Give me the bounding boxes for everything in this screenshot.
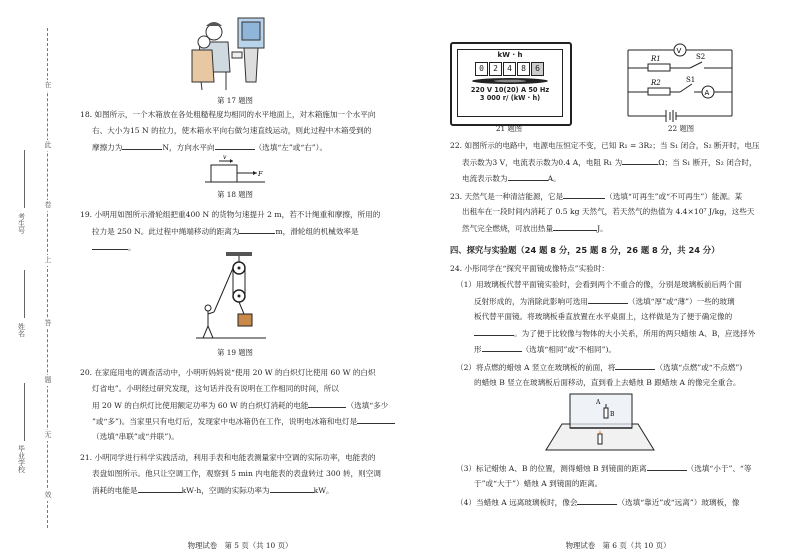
q20-line5: （选填“串联”或“并联”)。 xyxy=(92,432,179,441)
q21-line2: 表盘如图所示。他只让空调工作，观察到 5 min 内电能表的表盘转过 300 转，则空调 xyxy=(92,469,381,478)
figure-17-illustration xyxy=(186,12,270,92)
velocity-label: v xyxy=(223,155,227,161)
answer-blank xyxy=(239,225,275,234)
q20-line3 xyxy=(92,399,388,411)
seal-char: 此 xyxy=(44,141,52,149)
figure-22-circuit xyxy=(620,40,740,126)
q23-text: 23. 天然气是一种清洁能源，它是 xyxy=(450,192,564,201)
q20-text: （选填“多少 xyxy=(346,401,389,410)
q22-line1: 22. 如图所示的电路中，电源电压恒定不变，已知 R₁ = 3R₂；当 S₁ 闭合，S₂ 断开时，电压 xyxy=(450,141,760,150)
answer-blank xyxy=(92,241,128,250)
meter-spec-1: 220 V 10(20) A 50 Hz xyxy=(470,85,550,94)
q20-line1: 20. 在家庭用电的调查活动中，小明听妈妈说“使用 20 W 的白炽灯比使用 60 W 的白炽 xyxy=(80,368,376,377)
figure-19-pulley xyxy=(196,252,270,342)
q18-line1: 18. 如图所示，一个木箱放在各处粗糙程度均相同的水平地面上，对木箱施加一个水平向 xyxy=(80,110,376,119)
figure-17-caption: 第 17 题图 xyxy=(217,96,253,105)
answer-blank xyxy=(357,415,395,424)
figure-21-caption: 21 题图 xyxy=(495,124,523,133)
q19-text: 。 xyxy=(128,243,136,252)
meter-digit: 0 xyxy=(475,62,488,76)
q22-line2 xyxy=(462,156,757,168)
q24-text: 形 xyxy=(474,345,482,354)
meter-unit: kW · h xyxy=(497,51,523,59)
voltmeter-label: V xyxy=(676,47,682,55)
q21-text: 消耗的电能是 xyxy=(92,486,138,495)
q24-text: （选填“厚”或“薄”）一些的玻璃 xyxy=(627,297,735,306)
q22-text: A。 xyxy=(547,174,561,183)
answer-blank xyxy=(553,222,597,231)
section-4-heading: 四、探究与实验题（24 题 8 分，25 题 8 分，26 题 8 分，共 24 分） xyxy=(450,245,720,255)
answer-blank xyxy=(615,361,655,370)
meter-digit: 2 xyxy=(489,62,502,76)
q23-line1 xyxy=(450,190,742,202)
force-label: F xyxy=(258,170,263,178)
seal-char: 答 xyxy=(44,319,52,327)
answer-blank xyxy=(270,484,314,493)
candle-a-image-label: A xyxy=(596,399,601,406)
ammeter-label: A xyxy=(704,89,710,97)
q24-text: （选填“靠近”或“远离”）玻璃板，像 xyxy=(617,498,740,507)
q22-text: 电流表示数为 xyxy=(462,174,508,183)
q22-line3 xyxy=(462,172,561,184)
answer-blank xyxy=(508,172,548,181)
q24-stem: 24. 小彤同学在“探究平面镜成像特点”实验时： xyxy=(450,264,609,273)
q21-text: kW·h，空调的实际功率为 xyxy=(181,486,270,495)
meter-digit: 8 xyxy=(517,62,530,76)
answer-blank xyxy=(474,327,514,336)
q22-text: Ω；当 S₁ 断开，S₂ 闭合时， xyxy=(658,158,757,167)
q24-3-line1 xyxy=(456,462,751,474)
q18-line3 xyxy=(92,141,327,153)
page-footer-right: 物理试卷 第 6 页（共 10 页） xyxy=(565,541,671,550)
q18-text: （选填“左”或“右”）。 xyxy=(254,143,328,152)
q18-text: 摩擦力为 xyxy=(92,143,123,152)
r1-label: R1 xyxy=(651,55,661,63)
q22-text: 表示数为3 V，电流表示数为0.4 A，电阻 R₁ 为 xyxy=(462,158,623,167)
answer-blank xyxy=(138,484,182,493)
q24-1-line4 xyxy=(474,327,755,339)
answer-blank xyxy=(588,295,628,304)
meter-digits xyxy=(458,62,562,76)
field-label-school: 毕业学校 xyxy=(17,445,26,473)
q23-line3 xyxy=(462,222,608,234)
q20-line4 xyxy=(92,415,395,427)
q24-text: 反射形成的，为消除此影响可选用 xyxy=(474,297,588,306)
q24-text: （4）当蜡烛 A 远离玻璃板时，像会 xyxy=(456,498,578,507)
q21-line1: 21. 小明同学进行科学实践活动，利用手表和电能表测量家中空调的实际功率，电能表的 xyxy=(80,453,376,462)
seal-char: 在 xyxy=(44,81,52,89)
q24-text: （3）标记蜡烛 A、B 的位置，测得蜡烛 B 到镜面的距离 xyxy=(456,464,647,473)
q20-line2: 灯省电”。小明经过研究发现，这句话并没有说明在工作相同的时间，所以 xyxy=(92,384,339,393)
answer-blank xyxy=(563,190,605,199)
q19-text: 拉力是 250 N。此过程中绳端移动的距离为 xyxy=(92,227,240,236)
meter-panel xyxy=(457,49,563,117)
answer-blank xyxy=(577,496,617,505)
seal-char: 题 xyxy=(44,376,52,384)
q18-line2: 右、大小为15 N 的拉力，使木箱水平向右做匀速直线运动，则此过程中木箱受到的 xyxy=(92,126,372,135)
q24-2-line2: 的蜡烛 B 竖立在玻璃板后面移动，直到看上去蜡烛 B 跟蜡烛 A 的像完全重合。 xyxy=(474,378,741,387)
q24-4-line1 xyxy=(456,496,739,508)
q24-2-line1 xyxy=(456,361,742,373)
q24-text: （选填“点燃”或“不点燃”) xyxy=(655,363,743,372)
field-label-candidate-number: 考生号 xyxy=(17,213,26,234)
meter-digit: 4 xyxy=(503,62,516,76)
q19-line3 xyxy=(92,241,136,253)
answer-blank xyxy=(215,141,255,150)
q24-text: （选填“小于”、“等 xyxy=(686,464,752,473)
r2-label: R2 xyxy=(651,79,661,87)
figure-18-box xyxy=(205,155,265,185)
q23-text: 然气完全燃烧，可放出热量 xyxy=(462,224,554,233)
seal-char: 卷 xyxy=(44,201,52,209)
field-label-name: 姓名 xyxy=(17,323,26,337)
seal-char: 效 xyxy=(44,491,52,499)
s2-label: S2 xyxy=(696,53,706,61)
figure-18-caption: 第 18 题图 xyxy=(217,190,253,199)
q19-line1: 19. 小明用如图所示滑轮组把重400 N 的货物匀速提升 2 m，若不计绳重和摩擦，所用的 xyxy=(80,210,381,219)
q21-text: kW。 xyxy=(313,486,334,495)
page-footer-left: 物理试卷 第 5 页（共 10 页） xyxy=(187,541,293,550)
meter-spec-2: 3 000 r/ (kW · h) xyxy=(479,94,541,103)
answer-blank xyxy=(122,141,162,150)
q24-1-line5 xyxy=(474,343,616,355)
q24-1-line1: （1）用玻璃板代替平面镜实验时，会看到两个不重合的像，分别是玻璃板前后两个面 xyxy=(456,280,742,289)
q24-3-line2: 于”或“大于”）蜡烛 A 到镜面的距离。 xyxy=(474,479,603,488)
figure-21-electric-meter xyxy=(450,42,572,126)
q19-text: m，滑轮组的机械效率是 xyxy=(275,227,359,236)
figure-19-caption: 第 19 题图 xyxy=(217,348,253,357)
q23-text: J。 xyxy=(597,224,608,233)
q23-text: （选填“可再生”或“不可再生”）能源。某 xyxy=(605,192,743,201)
seal-char: 无 xyxy=(44,431,52,439)
answer-blank xyxy=(482,343,522,352)
seal-char: 上 xyxy=(44,256,52,264)
answer-blank xyxy=(622,156,658,165)
answer-blank xyxy=(308,399,346,408)
q24-text: （选填“相同”或“不相同”)。 xyxy=(521,345,617,354)
q21-line3 xyxy=(92,484,334,496)
candle-b-label: B xyxy=(610,411,615,418)
meter-disc xyxy=(458,76,562,86)
q24-1-line2 xyxy=(474,295,735,307)
q24-1-line3: 板代替平面镜。将玻璃板垂直放置在水平桌面上，这样做是为了便于确定像的 xyxy=(474,312,733,321)
q20-text: ”或“多”)。当家里只有电灯后，发现家中电冰箱仍在工作，说明电冰箱和电灯是 xyxy=(92,417,358,426)
answer-blank xyxy=(647,462,687,471)
figure-24-mirror-setup xyxy=(544,390,656,454)
q18-text: N，方向水平向 xyxy=(162,143,215,152)
figure-22-caption: 22 题图 xyxy=(667,124,695,133)
q24-text: 。为了便于比较像与物体的大小关系，所用的两只蜡烛 A、B，应选择外 xyxy=(514,329,756,338)
q23-line2: 出租车在一段时间内消耗了 0.5 kg 天然气，若天然气的热值为 4.4×10⁷ J/kg，这些天 xyxy=(462,207,755,216)
q20-text: 用 20 W 的白炽灯比使用额定功率为 60 W 的白炽灯消耗的电能 xyxy=(92,401,309,410)
q24-text: （2）将点燃的蜡烛 A 竖立在玻璃板的前面，将 xyxy=(456,363,616,372)
s1-label: S1 xyxy=(686,76,696,84)
q19-line2 xyxy=(92,225,359,237)
meter-digit: 6 xyxy=(531,62,544,76)
